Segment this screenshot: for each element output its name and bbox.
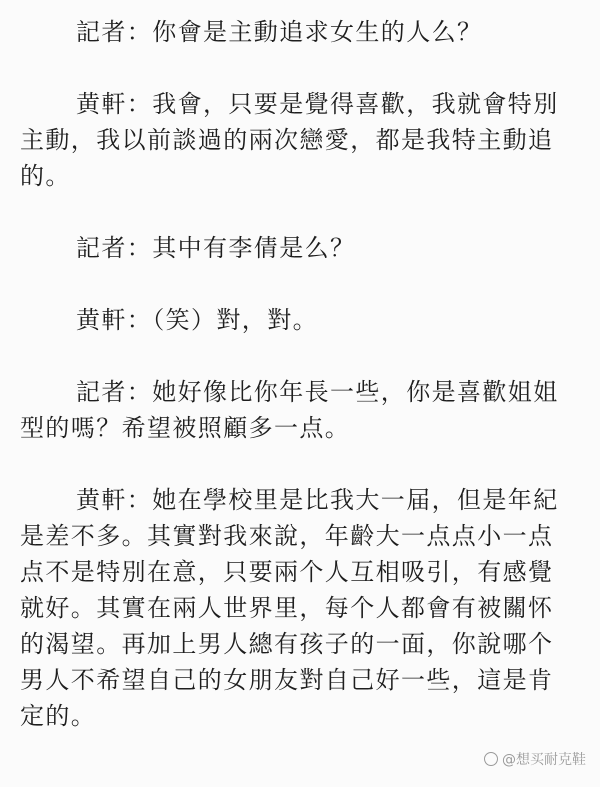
text-line: 的渴望。再加上男人總有孩子的一面，你說哪个 xyxy=(20,630,554,658)
text-line: 黄軒：她在學校里是比我大一届，但是年紀 xyxy=(76,486,559,514)
text-line: 定的。 xyxy=(20,702,97,730)
text-line: 点不是特別在意，只要兩个人互相吸引，有感覺 xyxy=(20,558,554,586)
watermark-logo-icon xyxy=(484,752,498,766)
watermark-text: @想买耐克鞋 xyxy=(502,752,586,768)
text-line: 記者：你會是主動追求女生的人么？ xyxy=(76,18,483,46)
text-line: 男人不希望自己的女朋友對自己好一些，這是肯 xyxy=(20,666,554,694)
text-line: 型的嗎？希望被照顧多一点。 xyxy=(20,414,351,442)
paragraph-2 xyxy=(20,86,580,194)
paragraph-3 xyxy=(20,230,580,266)
text-line: 主動，我以前談過的兩次戀愛，都是我特主動追 xyxy=(20,126,554,154)
watermark xyxy=(484,749,586,769)
text-line: 記者：她好像比你年長一些，你是喜歡姐姐 xyxy=(76,378,559,406)
text-line: 是差不多。其實對我來說，年齡大一点点小一点 xyxy=(20,522,554,550)
text-line: 就好。其實在兩人世界里，每个人都會有被關怀 xyxy=(20,594,554,622)
paragraph-6 xyxy=(20,482,580,734)
paragraph-4 xyxy=(20,302,580,338)
text-line: 記者：其中有李倩是么？ xyxy=(76,234,356,262)
text-line: 黄軒：我會，只要是覺得喜歡，我就會特別 xyxy=(76,90,559,118)
paragraph-1 xyxy=(20,14,580,50)
text-line: 黄軒：（笑）對，對。 xyxy=(76,306,318,334)
paragraph-5 xyxy=(20,374,580,446)
text-line: 的。 xyxy=(20,162,71,190)
